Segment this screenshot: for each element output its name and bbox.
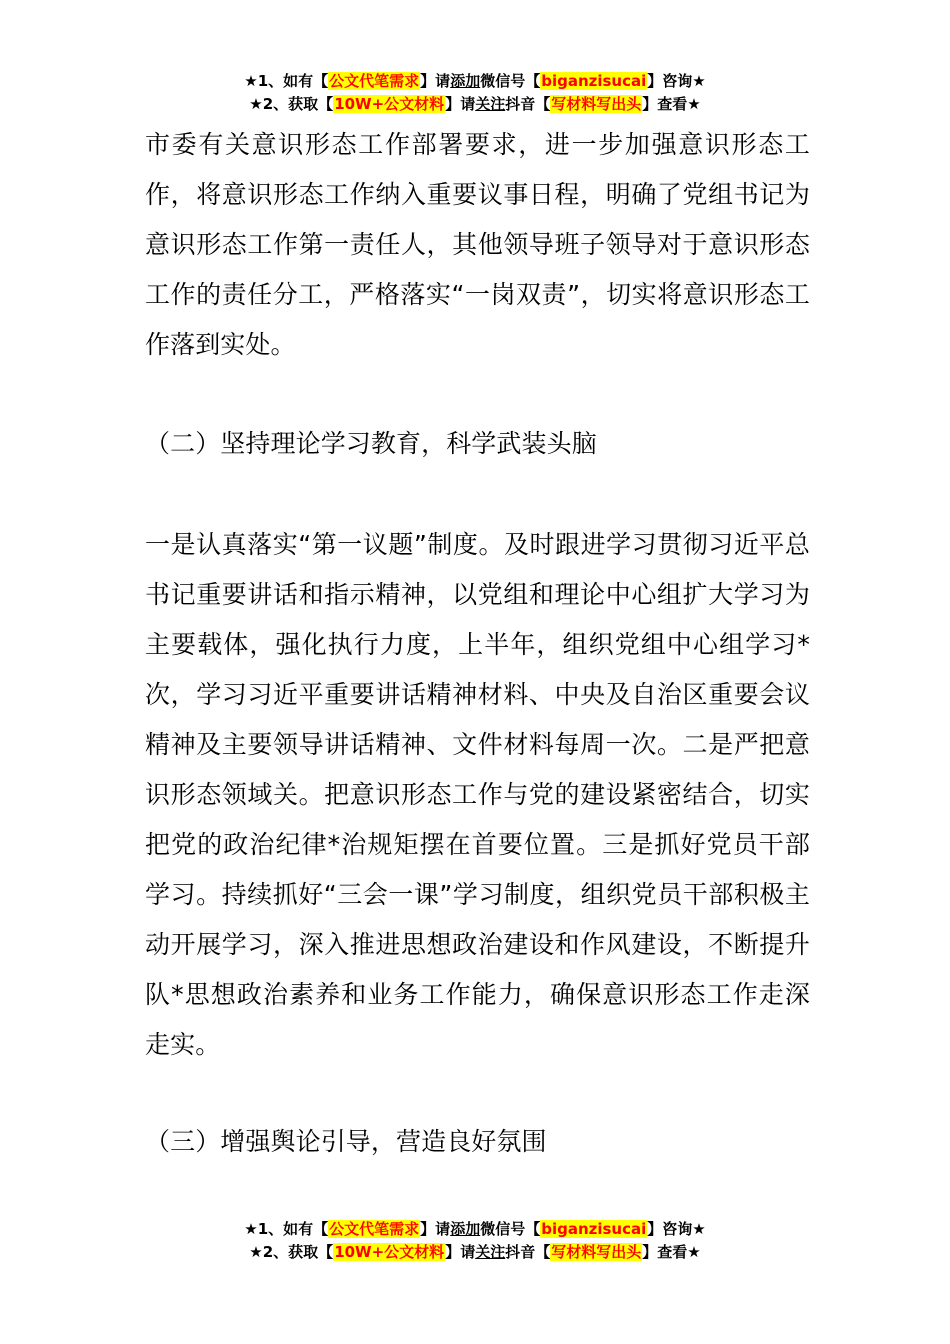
body-paragraph: 一是认真落实“第一议题”制度。及时跟进学习贯彻习近平总书记重要讲话和指示精神，以党组和理论中心组扩大学习为主要载体，强化执行力度，上半年，组织党组中心组学习*次，学习习近平重要讲话精神材料、中央及自治区重要会议精神及主要领导讲话精神、文件材料每周一次。二是严把意识形态领域关。把意识形态工作与党的建设紧密结合，切实把党的政治纪律*治规矩摆在首要位置。三是抓好党员干部学习。持续抓好“三会一课”学习制度，组织党员干部积极主动开展学习，深入推进思想政治建设和作风建设，不断提升队*思想政治素养和业务工作能力，确保意识形态工作走深走实。 bbox=[145, 530, 810, 1059]
body-paragraph-1-container bbox=[145, 120, 810, 370]
banner-line-2: ★2、获取【10W+公文材料】请关注抖音【写材料写出头】查看★ bbox=[249, 95, 701, 113]
banner-line-2: ★2、获取【10W+公文材料】请关注抖音【写材料写出头】查看★ bbox=[249, 1243, 701, 1261]
body-paragraph: 市委有关意识形态工作部署要求，进一步加强意识形态工作，将意识形态工作纳入重要议事日程，明确了党组书记为意识形态工作第一责任人，其他领导班子领导对于意识形态工作的责任分工，严格落实“一岗双责”，切实将意识形态工作落到实处。 bbox=[145, 130, 810, 359]
section-heading-2-container bbox=[145, 419, 810, 469]
body-paragraph-2-container bbox=[145, 520, 810, 1070]
highlight-materials: 10W+公文材料 bbox=[334, 95, 445, 113]
highlight-douyin-account: 写材料写出头 bbox=[551, 95, 642, 113]
section-heading: （二）坚持理论学习教育，科学武装头脑 bbox=[145, 429, 597, 458]
highlight-materials: 10W+公文材料 bbox=[334, 1243, 445, 1261]
highlight-service: 公文代笔需求 bbox=[329, 72, 420, 90]
section-heading: （三）增强舆论引导，营造良好氛围 bbox=[145, 1127, 547, 1156]
header-banner bbox=[0, 70, 950, 116]
section-heading-3-container bbox=[145, 1117, 810, 1167]
banner-line-1: ★1、如有【公文代笔需求】请添加微信号【biganzisucai】咨询★ bbox=[244, 72, 706, 90]
highlight-wechat-id: biganzisucai bbox=[541, 72, 647, 90]
banner-line-1: ★1、如有【公文代笔需求】请添加微信号【biganzisucai】咨询★ bbox=[244, 1220, 706, 1238]
highlight-service: 公文代笔需求 bbox=[329, 1220, 420, 1238]
highlight-douyin-account: 写材料写出头 bbox=[551, 1243, 642, 1261]
footer-banner bbox=[0, 1218, 950, 1264]
highlight-wechat-id: biganzisucai bbox=[541, 1220, 647, 1238]
